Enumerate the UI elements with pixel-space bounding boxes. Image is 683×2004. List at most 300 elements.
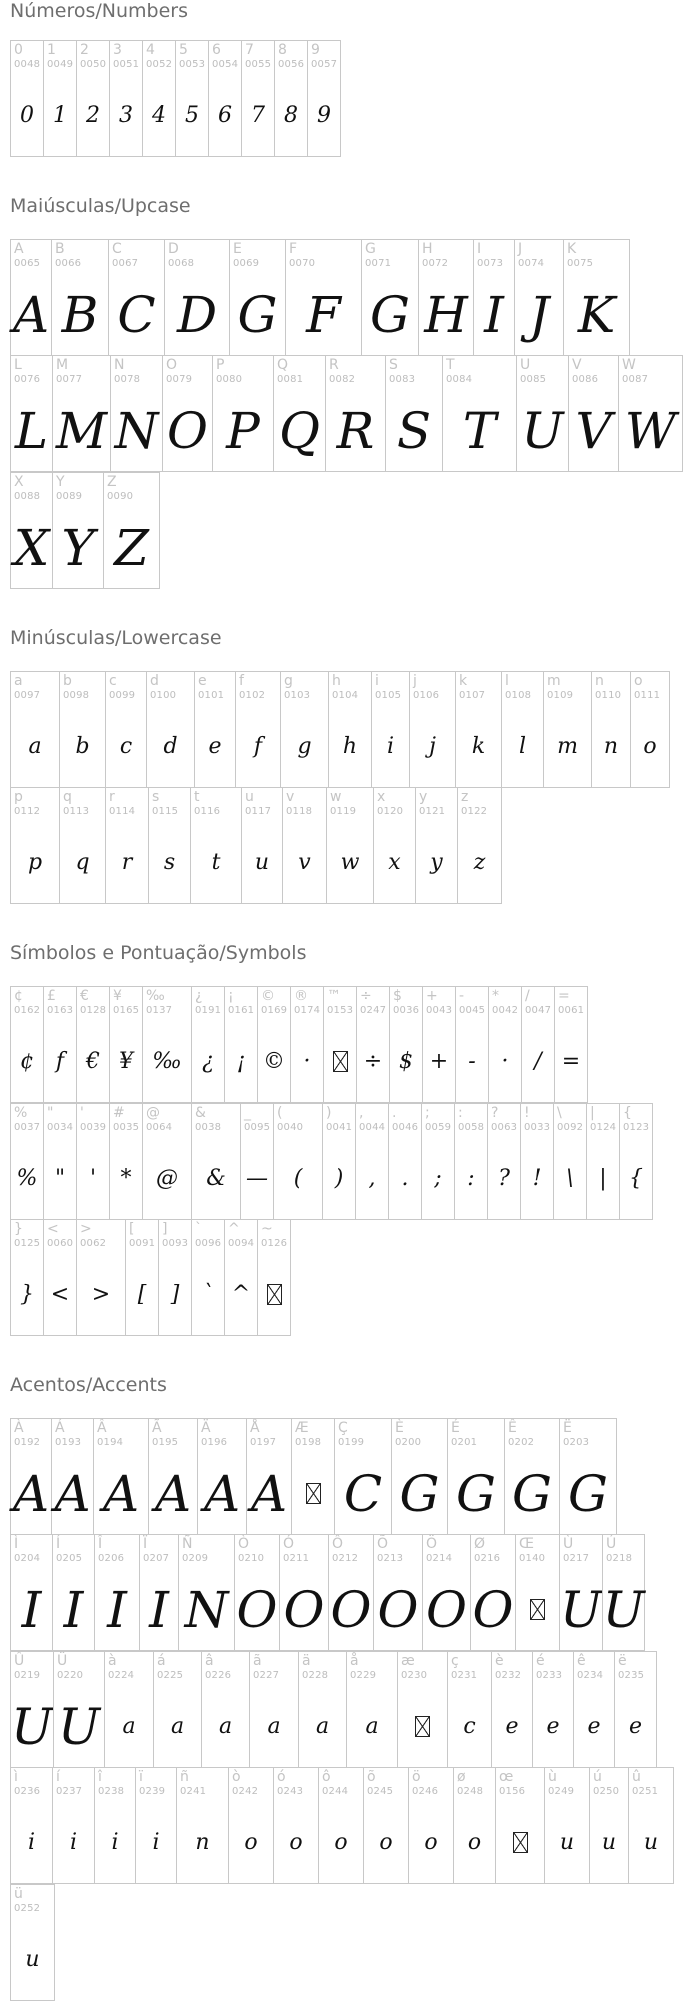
glyph-code-label: 0097 xyxy=(14,690,41,701)
glyph-sample: x xyxy=(388,850,401,875)
missing-glyph-icon xyxy=(267,1284,282,1305)
glyph-sample: o xyxy=(244,1830,258,1855)
glyph-cell xyxy=(470,1534,516,1651)
glyph-sample: V xyxy=(575,401,612,460)
glyph-code-label: 0063 xyxy=(491,1122,518,1133)
glyph-cell xyxy=(52,1534,95,1651)
glyph-code-label: 0076 xyxy=(14,374,41,385)
glyph-sample: i xyxy=(27,1830,36,1855)
glyph-code-label: 0103 xyxy=(284,690,311,701)
glyph-sample: i xyxy=(386,734,395,759)
glyph-char-label: > xyxy=(80,1221,92,1237)
glyph-code-label: 0073 xyxy=(477,258,504,269)
glyph-cell xyxy=(234,1534,280,1651)
glyph-char-label: ó xyxy=(277,1769,286,1785)
glyph-cell xyxy=(76,40,110,157)
glyph-code-label: 0095 xyxy=(244,1122,271,1133)
glyph-sample: J xyxy=(528,285,550,344)
glyph-cell xyxy=(455,671,502,788)
glyph-code-label: 0065 xyxy=(14,258,41,269)
glyph-char-label: 2 xyxy=(80,42,89,58)
glyph-char-label: Ä xyxy=(201,1420,211,1436)
glyph-cell xyxy=(521,986,555,1103)
glyph-code-label: 0114 xyxy=(109,806,136,817)
glyph-sample: G xyxy=(399,1464,440,1523)
glyph-cell xyxy=(491,1651,533,1768)
glyph-code-label: 0090 xyxy=(107,491,134,502)
glyph-cell xyxy=(235,671,281,788)
glyph-sample: 9 xyxy=(317,103,331,128)
glyph-char-label: : xyxy=(458,1105,463,1121)
glyph-char-label: ñ xyxy=(180,1769,189,1785)
glyph-cell xyxy=(164,239,230,356)
glyph-char-label: V xyxy=(572,357,582,373)
glyph-sample: v xyxy=(298,850,311,875)
glyph-char-label: Ë xyxy=(563,1420,572,1436)
glyph-char-label: - xyxy=(459,988,465,1004)
glyph-code-label: 0203 xyxy=(563,1437,590,1448)
glyph-sample: · xyxy=(303,1049,311,1074)
glyph-code-label: 0070 xyxy=(289,258,316,269)
glyph-sample: a xyxy=(218,1714,233,1739)
glyph-code-label: 0034 xyxy=(47,1122,74,1133)
glyph-sample: S xyxy=(396,401,432,460)
glyph-cell xyxy=(10,787,60,904)
glyph-cell xyxy=(104,1651,154,1768)
glyph-code-label: 0105 xyxy=(375,690,402,701)
glyph-code-label: 0193 xyxy=(55,1437,82,1448)
glyph-sample: A xyxy=(250,1464,288,1523)
glyph-code-label: 0122 xyxy=(461,806,488,817)
glyph-code-label: 0066 xyxy=(55,258,82,269)
glyph-cell xyxy=(76,1219,126,1336)
glyph-sample: > xyxy=(91,1282,111,1307)
glyph-char-label: æ xyxy=(401,1653,415,1669)
glyph-cell xyxy=(10,1418,52,1535)
glyph-cell xyxy=(257,986,291,1103)
glyph-code-label: 0108 xyxy=(505,690,532,701)
glyph-code-label: 0098 xyxy=(63,690,90,701)
glyph-char-label: Œ xyxy=(519,1536,534,1552)
glyph-cell xyxy=(389,986,423,1103)
glyph-code-label: 0233 xyxy=(536,1670,563,1681)
glyph-cell xyxy=(224,1219,258,1336)
glyph-char-label: N xyxy=(114,357,125,373)
glyph-char-label: e xyxy=(198,673,207,689)
glyph-row xyxy=(10,1103,652,1220)
glyph-cell xyxy=(415,787,458,904)
glyph-char-label: t xyxy=(194,789,200,805)
glyph-sample: a xyxy=(365,1714,379,1739)
glyph-sample: O xyxy=(283,1580,325,1639)
glyph-sample: — xyxy=(246,1166,268,1191)
glyph-char-label: ë xyxy=(618,1653,627,1669)
glyph-code-label: 0078 xyxy=(114,374,141,385)
glyph-code-label: 0071 xyxy=(365,258,392,269)
glyph-row xyxy=(10,1534,644,1651)
glyph-cell xyxy=(373,1534,423,1651)
glyph-cell xyxy=(457,787,502,904)
glyph-char-label: ¿ xyxy=(195,988,203,1004)
glyph-code-label: 0081 xyxy=(277,374,304,385)
glyph-sample: Y xyxy=(61,518,95,577)
glyph-code-label: 0202 xyxy=(508,1437,535,1448)
glyph-sample: K xyxy=(577,285,616,344)
glyph-char-label: à xyxy=(108,1653,117,1669)
glyph-char-label: E xyxy=(233,241,242,257)
glyph-cell xyxy=(363,1767,409,1884)
glyph-cell xyxy=(10,40,44,157)
glyph-sample: ( xyxy=(293,1166,303,1191)
glyph-char-label: $ xyxy=(393,988,402,1004)
glyph-char-label: " xyxy=(47,1105,54,1121)
glyph-char-label: R xyxy=(329,357,339,373)
glyph-cell xyxy=(397,1651,448,1768)
glyph-sample: F xyxy=(306,285,341,344)
glyph-char-label: F xyxy=(289,241,298,257)
glyph-code-label: 0093 xyxy=(162,1238,189,1249)
section-title-upcase: Maiúsculas/Upcase xyxy=(10,195,191,217)
glyph-cell xyxy=(422,1534,471,1651)
glyph-sample: B xyxy=(61,285,99,344)
glyph-char-label: ) xyxy=(326,1105,332,1121)
glyph-code-label: 0102 xyxy=(239,690,266,701)
glyph-code-label: 0111 xyxy=(634,690,661,701)
glyph-char-label: È xyxy=(395,1420,404,1436)
glyph-sample: k xyxy=(471,734,486,759)
glyph-cell xyxy=(559,1418,617,1535)
glyph-sample: o xyxy=(467,1830,482,1855)
glyph-code-label: 0037 xyxy=(14,1122,41,1133)
glyph-code-label: 0044 xyxy=(359,1122,386,1133)
glyph-char-label: m xyxy=(547,673,561,689)
glyph-cell xyxy=(162,355,213,472)
glyph-sample: ? xyxy=(498,1166,510,1191)
glyph-char-label: | xyxy=(590,1105,595,1121)
glyph-code-label: 0085 xyxy=(520,374,547,385)
glyph-char-label: Ê xyxy=(508,1420,517,1436)
glyph-cell xyxy=(51,239,109,356)
glyph-cell xyxy=(385,355,443,472)
glyph-char-label: ; xyxy=(425,1105,430,1121)
glyph-code-label: 0227 xyxy=(253,1670,280,1681)
glyph-code-label: 0113 xyxy=(63,806,90,817)
glyph-char-label: h xyxy=(332,673,341,689)
glyph-char-label: 7 xyxy=(245,42,254,58)
glyph-cell xyxy=(194,671,236,788)
glyph-char-label: ` xyxy=(195,1221,202,1237)
glyph-cell xyxy=(59,671,106,788)
glyph-cell xyxy=(573,1651,615,1768)
glyph-cell xyxy=(229,239,286,356)
glyph-char-label: b xyxy=(63,673,72,689)
glyph-char-label: u xyxy=(245,789,254,805)
glyph-sample: e xyxy=(546,1714,560,1739)
glyph-sample: o xyxy=(379,1830,393,1855)
glyph-code-label: 0123 xyxy=(623,1122,650,1133)
glyph-code-label: 0219 xyxy=(14,1670,41,1681)
section-title-accents: Acentos/Accents xyxy=(10,1374,167,1396)
glyph-char-label: ‰ xyxy=(146,988,165,1004)
glyph-char-label: x xyxy=(377,789,386,805)
glyph-char-label: # xyxy=(113,1105,125,1121)
glyph-code-label: 0067 xyxy=(112,258,139,269)
glyph-sample: N xyxy=(114,401,159,460)
glyph-char-label: ü xyxy=(14,1886,23,1902)
glyph-sample: a xyxy=(315,1714,330,1739)
glyph-code-label: 0198 xyxy=(295,1437,322,1448)
glyph-cell xyxy=(10,1767,53,1884)
glyph-cell xyxy=(442,355,517,472)
glyph-code-label: 0087 xyxy=(622,374,649,385)
glyph-sample: o xyxy=(424,1830,438,1855)
glyph-cell xyxy=(52,1767,95,1884)
glyph-sample: < xyxy=(50,1282,70,1307)
glyph-code-label: 0052 xyxy=(146,59,173,70)
glyph-cell xyxy=(125,1219,159,1336)
glyph-code-label: 0079 xyxy=(166,374,193,385)
glyph-code-label: 0124 xyxy=(590,1122,617,1133)
glyph-char-label: Â xyxy=(97,1420,107,1436)
glyph-row xyxy=(10,1767,673,1884)
glyph-char-label: ò xyxy=(232,1769,241,1785)
glyph-sample: A xyxy=(54,1464,91,1523)
glyph-row xyxy=(10,472,159,589)
glyph-cell xyxy=(326,787,374,904)
glyph-char-label: H xyxy=(422,241,433,257)
glyph-char-label: * xyxy=(492,988,499,1004)
glyph-cell xyxy=(43,986,77,1103)
glyph-row xyxy=(10,671,669,788)
glyph-char-label: y xyxy=(419,789,428,805)
glyph-sample: r xyxy=(121,850,133,875)
glyph-char-label: œ xyxy=(499,1769,514,1785)
glyph-cell xyxy=(544,1767,590,1884)
glyph-sample: o xyxy=(643,734,657,759)
glyph-cell xyxy=(142,986,192,1103)
glyph-sample: T xyxy=(462,401,497,460)
glyph-char-label: € xyxy=(80,988,89,1004)
glyph-char-label: X xyxy=(14,474,24,490)
glyph-char-label: c xyxy=(109,673,117,689)
glyph-sample: M xyxy=(55,401,108,460)
glyph-sample: q xyxy=(75,850,90,875)
glyph-char-label: Q xyxy=(277,357,289,373)
glyph-cell xyxy=(563,239,630,356)
glyph-code-label: 0050 xyxy=(80,59,107,70)
glyph-code-label: 0250 xyxy=(593,1786,620,1797)
glyph-cell xyxy=(153,1651,202,1768)
glyph-cell xyxy=(94,1767,136,1884)
glyph-code-label: 0210 xyxy=(238,1553,265,1564)
glyph-char-label: Ü xyxy=(57,1653,68,1669)
glyph-code-label: 0140 xyxy=(519,1553,546,1564)
glyph-cell xyxy=(208,40,242,157)
glyph-sample: O xyxy=(377,1580,419,1639)
glyph-cell xyxy=(201,1651,250,1768)
glyph-char-label: ! xyxy=(524,1105,530,1121)
glyph-sample: I xyxy=(21,1580,42,1639)
glyph-code-label: 0231 xyxy=(451,1670,478,1681)
glyph-cell xyxy=(328,671,372,788)
glyph-row xyxy=(10,1884,54,2001)
glyph-code-label: 0119 xyxy=(330,806,357,817)
glyph-char-label: < xyxy=(47,1221,59,1237)
glyph-sample: u xyxy=(601,1830,617,1855)
glyph-char-label: ' xyxy=(80,1105,84,1121)
glyph-char-label: B xyxy=(55,241,65,257)
glyph-char-label: Õ xyxy=(377,1536,389,1552)
glyph-char-label: W xyxy=(622,357,636,373)
glyph-cell xyxy=(197,1418,247,1535)
glyph-code-label: 0040 xyxy=(277,1122,304,1133)
glyph-char-label: ] xyxy=(162,1221,168,1237)
glyph-char-label: T xyxy=(446,357,455,373)
glyph-code-label: 0116 xyxy=(194,806,221,817)
glyph-code-label: 0128 xyxy=(80,1005,107,1016)
glyph-cell xyxy=(10,239,52,356)
glyph-cell xyxy=(356,986,390,1103)
glyph-sample: * xyxy=(120,1166,132,1191)
glyph-cell xyxy=(148,1418,198,1535)
glyph-code-label: 0126 xyxy=(261,1238,288,1249)
glyph-code-label: 0109 xyxy=(547,690,574,701)
glyph-sample: + xyxy=(429,1049,449,1074)
glyph-sample xyxy=(496,1806,544,1879)
glyph-char-label: + xyxy=(426,988,438,1004)
glyph-sample: $ xyxy=(399,1049,413,1074)
glyph-sample: & xyxy=(206,1166,226,1191)
glyph-char-label: ^ xyxy=(228,1221,240,1237)
glyph-char-label: é xyxy=(536,1653,545,1669)
glyph-cell xyxy=(408,1767,454,1884)
glyph-cell xyxy=(103,472,160,589)
glyph-cell xyxy=(388,1103,422,1220)
glyph-code-label: 0156 xyxy=(499,1786,526,1797)
glyph-sample: y xyxy=(430,850,443,875)
glyph-cell xyxy=(323,986,357,1103)
glyph-cell xyxy=(454,1103,488,1220)
glyph-code-label: 0199 xyxy=(338,1437,365,1448)
glyph-sample: I xyxy=(484,285,504,344)
glyph-sample xyxy=(516,1573,559,1646)
glyph-cell xyxy=(142,40,176,157)
glyph-cell xyxy=(554,986,588,1103)
glyph-code-label: 0051 xyxy=(113,59,140,70)
glyph-sample: U xyxy=(57,1697,101,1756)
glyph-cell xyxy=(488,986,522,1103)
glyph-code-label: 0042 xyxy=(492,1005,519,1016)
glyph-code-label: 0239 xyxy=(139,1786,166,1797)
glyph-char-label: Í xyxy=(56,1536,61,1552)
glyph-sample: ' xyxy=(89,1166,97,1191)
glyph-char-label: ÷ xyxy=(360,988,372,1004)
glyph-cell xyxy=(614,1651,657,1768)
glyph-code-label: 0246 xyxy=(412,1786,439,1797)
glyph-cell xyxy=(212,355,274,472)
glyph-cell xyxy=(146,671,195,788)
glyph-char-label: Ï xyxy=(143,1536,148,1552)
glyph-cell xyxy=(391,1418,448,1535)
glyph-cell xyxy=(307,40,341,157)
glyph-sample: e xyxy=(628,1714,643,1739)
glyph-char-label: è xyxy=(495,1653,504,1669)
glyph-sample: h xyxy=(342,734,358,759)
glyph-sample: c xyxy=(119,734,133,759)
glyph-code-label: 0242 xyxy=(232,1786,259,1797)
glyph-char-label: â xyxy=(205,1653,214,1669)
glyph-char-label: Ç xyxy=(338,1420,348,1436)
glyph-code-label: 0047 xyxy=(525,1005,552,1016)
glyph-char-label: i xyxy=(375,673,379,689)
glyph-sample: m xyxy=(557,734,578,759)
glyph-cell xyxy=(94,1534,140,1651)
glyph-cell xyxy=(516,355,569,472)
glyph-sample: u xyxy=(559,1830,575,1855)
glyph-sample: j xyxy=(429,734,436,759)
glyph-code-label: 0086 xyxy=(572,374,599,385)
glyph-cell xyxy=(334,1418,392,1535)
glyph-char-label: £ xyxy=(47,988,56,1004)
glyph-sample: a xyxy=(170,1714,185,1739)
glyph-code-label: 0200 xyxy=(395,1437,422,1448)
glyph-sample: · xyxy=(501,1049,509,1074)
glyph-sample: g xyxy=(297,734,312,759)
glyph-sample: ) xyxy=(334,1166,344,1191)
glyph-char-label: M xyxy=(56,357,69,373)
glyph-sample: [ xyxy=(137,1282,147,1307)
glyph-cell xyxy=(240,1103,274,1220)
glyph-sample: 0 xyxy=(20,103,34,128)
glyph-char-label: K xyxy=(567,241,577,257)
glyph-cell xyxy=(10,1219,44,1336)
glyph-char-label: a xyxy=(14,673,23,689)
glyph-code-label: 0238 xyxy=(98,1786,125,1797)
glyph-sample: O xyxy=(426,1580,467,1639)
glyph-char-label: J xyxy=(518,241,523,257)
glyph-code-label: 0077 xyxy=(56,374,83,385)
glyph-code-label: 0204 xyxy=(14,1553,41,1564)
glyph-char-label: p xyxy=(14,789,23,805)
glyph-code-label: 0115 xyxy=(152,806,179,817)
glyph-cell xyxy=(602,1534,645,1651)
glyph-char-label: ù xyxy=(548,1769,557,1785)
glyph-char-label: 8 xyxy=(278,42,287,58)
glyph-sample: 4 xyxy=(152,103,166,128)
glyph-code-label: 0104 xyxy=(332,690,359,701)
glyph-code-label: 0083 xyxy=(389,374,416,385)
glyph-sample: = xyxy=(561,1049,581,1074)
glyph-sample: . xyxy=(401,1166,409,1191)
glyph-code-label: 0229 xyxy=(350,1670,377,1681)
glyph-cell xyxy=(175,40,209,157)
glyph-row xyxy=(10,1651,656,1768)
glyph-code-label: 0107 xyxy=(459,690,486,701)
glyph-sample: I xyxy=(149,1580,169,1639)
glyph-code-label: 0226 xyxy=(205,1670,232,1681)
glyph-cell xyxy=(515,1534,560,1651)
glyph-char-label: S xyxy=(389,357,398,373)
glyph-cell xyxy=(158,1219,192,1336)
glyph-cell xyxy=(355,1103,389,1220)
glyph-sample: H xyxy=(424,285,468,344)
glyph-sample: f xyxy=(253,734,263,759)
glyph-cell xyxy=(322,1103,356,1220)
glyph-char-label: Ó xyxy=(283,1536,295,1552)
missing-glyph-icon xyxy=(415,1716,430,1737)
glyph-char-label: Ù xyxy=(563,1536,574,1552)
glyph-cell xyxy=(76,986,110,1103)
